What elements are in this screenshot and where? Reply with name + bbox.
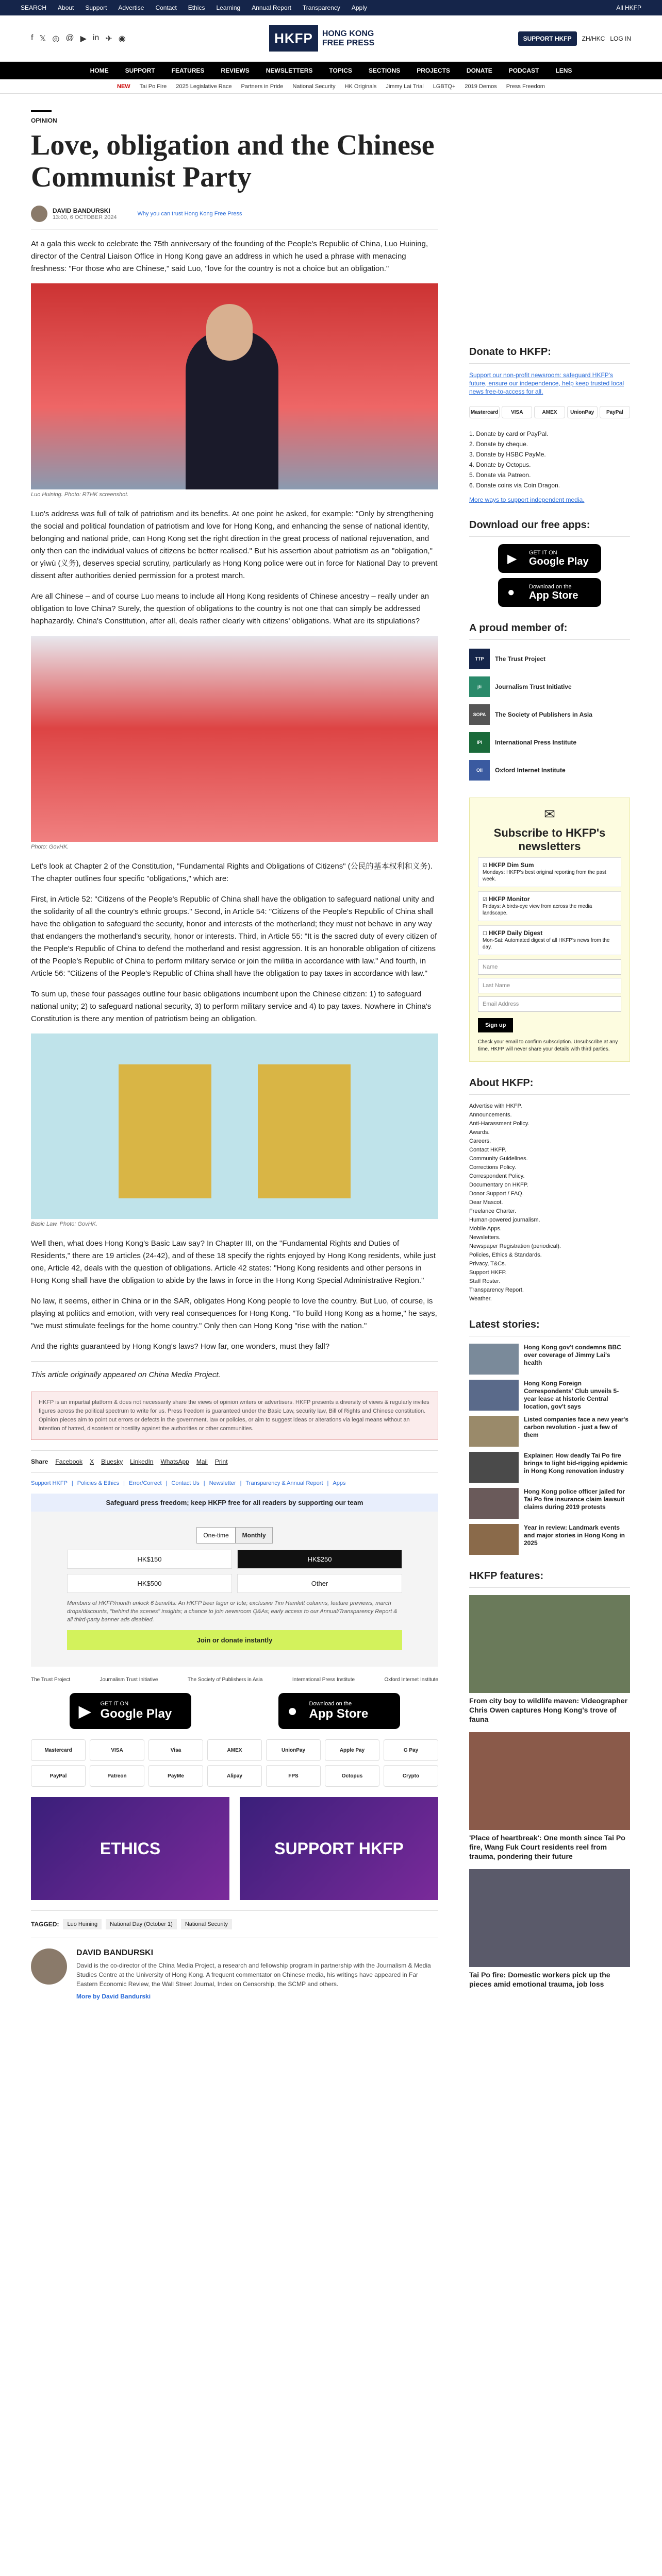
about-link[interactable]: Mobile Apps.: [469, 1226, 502, 1232]
app-store-buttons: [31, 1693, 438, 1729]
story-title: Listed companies face a new year's carbon revolution - just a few of them: [524, 1416, 628, 1438]
logo-line-1: HONG KONG: [322, 29, 374, 38]
share-print[interactable]: Print: [214, 1458, 228, 1465]
member-name: Oxford Internet Institute: [495, 767, 566, 774]
feature-image: [469, 1732, 630, 1830]
topbar-support[interactable]: Support: [85, 4, 107, 11]
about-link[interactable]: Human-powered journalism.: [469, 1217, 540, 1223]
tag[interactable]: National Security: [181, 1919, 232, 1929]
link-policies[interactable]: Policies & Ethics: [77, 1480, 120, 1486]
link-transparency[interactable]: Transparency & Annual Report: [245, 1480, 323, 1486]
member-logo[interactable]: [469, 731, 630, 754]
donate-step[interactable]: 2. Donate by cheque.: [469, 440, 528, 448]
about-link[interactable]: Newsletters.: [469, 1234, 501, 1241]
envelope-icon: ✉: [544, 806, 555, 822]
donate-button[interactable]: Join or donate instantly: [67, 1630, 402, 1650]
article-image-ceremony: [31, 636, 438, 842]
image-caption: Basic Law. Photo: GovHK.: [31, 1221, 98, 1227]
author-bio: David is the co-director of the China Media Project, a research and fellowship program in partnership with the Journalism & Media Studies Centre at the University of Hong Kong. A frequent commentator on Chinese media, his writings have appeared in Far Eastern Economic Review, the Wall Street Journal, Index on Censorship, the SCMP and others.: [76, 1962, 431, 1988]
jti-logo[interactable]: Journalism Trust Initiative: [100, 1677, 158, 1683]
google-play-icon: ▶: [507, 552, 517, 566]
about-link[interactable]: Freelance Charter.: [469, 1208, 517, 1214]
donate-banner[interactable]: Safeguard press freedom; keep HKFP free for all readers by supporting our team: [31, 1494, 438, 1512]
paragraph: Are all Chinese – and of course Luo means to include all Hong Kong residents of Chinese ancestry – really under an obligation to love China? Surely, the question of obligations to the country is not one that can simply be addressed haphazardly. China's Constitution, after all, deals rather clearly with citizens' obligations. What are its stipulations?: [31, 592, 429, 625]
app-store-button[interactable]: [498, 578, 601, 607]
page-main: [0, 94, 662, 2011]
author-avatar[interactable]: [31, 1948, 67, 1985]
feature-story[interactable]: [469, 1732, 630, 1861]
footer-links: Support HKFP | Policies & Ethics | Error/Correct | Contact Us | Newsletter | Transparency & Annual Report | Apps: [31, 1480, 346, 1486]
payment-icon[interactable]: AMEX: [207, 1739, 262, 1761]
share-whatsapp[interactable]: WhatsApp: [160, 1458, 189, 1465]
paragraph: Well then, what does Hong Kong's Basic Law say? In Chapter III, on the "Fundamental Rights and Duties of Residents," there are 19 articles (24-42), and of these 18 specify the rights enjoyed by Hong Kong residents, while just one, Article 42, deals with the question of obligations. Article 42 states: "Hong Kong residents and other persons in Hong Kong shall have the obligation to abide by the laws in force in the Hong Kong Special Administrative Region.": [31, 1239, 436, 1285]
author-box: [31, 1938, 438, 2011]
link-newsletter[interactable]: Newsletter: [209, 1480, 236, 1486]
logo-text: [322, 29, 374, 48]
author-details: [76, 1948, 438, 2001]
about-link[interactable]: Careers.: [469, 1138, 491, 1144]
nav-sections[interactable]: SECTIONS: [368, 67, 401, 74]
store-big: App Store: [529, 589, 578, 601]
publish-date: 13:00, 6 OCTOBER 2024: [53, 214, 117, 221]
trust-logos: [31, 1677, 438, 1683]
tag[interactable]: National Day (October 1): [106, 1919, 177, 1929]
ticker-item[interactable]: Tai Po Fire: [139, 83, 167, 90]
member-name: The Society of Publishers in Asia: [495, 711, 592, 718]
article-image-basic-law: [31, 1033, 438, 1219]
paragraph: At a gala this week to celebrate the 75th anniversary of the founding of the People's Republic of China, Luo Huining, director of the Central Liaison Office in Hong Kong gave an address in which he used a phrase with menacing freshness: "For those who are Chinese," said Luo, "love for the country is not a choice but an obligation.": [31, 240, 428, 273]
nav-features[interactable]: FEATURES: [171, 67, 205, 74]
about-link[interactable]: Corrections Policy.: [469, 1164, 516, 1171]
about-link[interactable]: Dear Mascot.: [469, 1199, 503, 1206]
latest-title: Latest stories:: [469, 1319, 630, 1336]
byline-text: [53, 207, 117, 221]
story-thumbnail: [469, 1416, 519, 1447]
about-link[interactable]: Policies, Ethics & Standards.: [469, 1252, 542, 1258]
paragraph: No law, it seems, either in China or in the SAR, obligates Hong Kong people to love the country. But Luo, of course, is playing at politics and emotion, with very real consequences for Hong Kong. "To build Hong Kong as a home," he says, "we must stimulate feelings for the home country." Only then can Hong Kong "rise with the nation.": [31, 1297, 437, 1330]
paragraph: To sum up, these four passages outline four basic obligations incumbent upon the Chinese citizen: 1) to safeguard national unity; 2) to safeguard national security, 3) to perform military service and 4) to pay taxes. Nowhere in China's Constitution is there any mention of patriotism being an obligation.: [31, 990, 432, 1023]
story-thumbnail: [469, 1524, 519, 1555]
story-thumbnail: [469, 1344, 519, 1375]
google-play-button[interactable]: [498, 544, 601, 573]
feature-story[interactable]: [469, 1869, 630, 1989]
about-link[interactable]: Correspondent Policy.: [469, 1173, 525, 1179]
about-link[interactable]: Privacy, T&Cs.: [469, 1261, 506, 1267]
logo-mark: HKFP: [269, 25, 318, 52]
topbar-search[interactable]: SEARCH: [21, 4, 47, 11]
amount-option-selected[interactable]: HK$250: [237, 1550, 402, 1569]
donate-step[interactable]: 6. Donate coins via Coin Dragon.: [469, 482, 560, 489]
story-title: Hong Kong gov't condemns BBC over coverage of Jimmy Lai's health: [524, 1344, 621, 1366]
ethics-banner[interactable]: ETHICS: [31, 1797, 229, 1900]
oxford-icon: OII: [469, 760, 490, 781]
payment-icon[interactable]: PayMe: [148, 1765, 203, 1787]
main-nav: [0, 62, 662, 79]
about-link[interactable]: Community Guidelines.: [469, 1156, 528, 1162]
share-mail[interactable]: Mail: [196, 1458, 208, 1465]
about-link[interactable]: Donor Support / FAQ.: [469, 1191, 524, 1197]
promo-banners: [31, 1797, 438, 1900]
store-big: Google Play: [529, 555, 589, 567]
ticker-item[interactable]: National Security: [292, 83, 336, 90]
topbar-ethics[interactable]: Ethics: [188, 4, 205, 11]
ticker-item[interactable]: Jimmy Lai Trial: [386, 83, 424, 90]
sidebar-payment-icons: [469, 406, 630, 418]
store-big: App Store: [309, 1707, 369, 1721]
member-logo[interactable]: [469, 703, 630, 726]
payment-icon[interactable]: Visa: [148, 1739, 203, 1761]
story-title: Year in review: Landmark events and major stories in Hong Kong in 2025: [524, 1524, 625, 1547]
topbar-about[interactable]: About: [58, 4, 74, 11]
donate-steps: [469, 429, 630, 490]
about-link[interactable]: Support HKFP.: [469, 1269, 507, 1276]
feature-title: 'Place of heartbreak': One month since Tai Po fire, Wang Fuk Court residents reel from trauma, pondering their future: [469, 1834, 625, 1860]
story-thumbnail: [469, 1488, 519, 1519]
book-cover-left: [119, 1064, 211, 1198]
site-logo[interactable]: [269, 25, 374, 52]
nav-projects[interactable]: PROJECTS: [417, 67, 450, 74]
payment-icon: AMEX: [534, 406, 565, 418]
article-image-luo: [31, 283, 438, 489]
payment-icon: UnionPay: [567, 406, 598, 418]
share-bluesky[interactable]: Bluesky: [101, 1458, 123, 1465]
latest-story[interactable]: [469, 1452, 630, 1483]
topbar-annual-report[interactable]: Annual Report: [252, 4, 291, 11]
latest-story[interactable]: [469, 1416, 630, 1447]
latest-story[interactable]: [469, 1524, 630, 1555]
payment-icon[interactable]: Patreon: [90, 1765, 144, 1787]
payment-icon: PayPal: [600, 406, 630, 418]
payment-icon[interactable]: UnionPay: [266, 1739, 321, 1761]
payment-methods: [31, 1739, 438, 1787]
story-thumbnail: [469, 1452, 519, 1483]
link-support[interactable]: Support HKFP: [31, 1480, 68, 1486]
origin-note: This article originally appeared on China Media Project.: [31, 1361, 438, 1381]
newsletter-option[interactable]: ☑ HKFP Monitor Fridays: A birds-eye view from across the media landscape.: [478, 891, 621, 921]
newsletter-name: HKFP Dim Sum: [488, 861, 534, 869]
topbar-learning[interactable]: Learning: [216, 4, 241, 11]
impartiality-notice: HKFP is an impartial platform & does not necessarily share the views of opinion writers or advertisers. HKFP presents a diversity of views & regularly invites figures across the political spectrum to write for us. Press freedom is guaranteed under the Basic Law, security law, Bill of Rights and Chinese constitution. Opinion pieces aim to point out errors or defects in the government, law or policies, or aim to suggest ideas or alterations via legal means without an intention of hatred, discontent or hostility against the authorities or other communities.: [31, 1392, 438, 1440]
payment-icon[interactable]: Mastercard: [31, 1739, 86, 1761]
last-name-input[interactable]: Last Name: [478, 978, 621, 993]
article-title: Love, obligation and the Chinese Communist Party: [31, 129, 435, 193]
sopa-icon: SOPA: [469, 704, 490, 725]
nav-reviews[interactable]: REVIEWS: [221, 67, 250, 74]
ticker-item[interactable]: LGBTQ+: [433, 83, 456, 90]
image-caption: Photo: GovHK.: [31, 844, 69, 850]
nav-support[interactable]: SUPPORT: [125, 67, 155, 74]
ipi-icon: IPI: [469, 732, 490, 753]
linkedin-icon[interactable]: in: [92, 33, 100, 42]
feature-image: [469, 1595, 630, 1693]
ticker-item[interactable]: HK Originals: [344, 83, 377, 90]
member-name: Journalism Trust Initiative: [495, 683, 572, 690]
author-box-name[interactable]: DAVID BANDURSKI: [76, 1948, 154, 1957]
donate-step[interactable]: 3. Donate by HSBC PayMe.: [469, 451, 546, 458]
story-title: Hong Kong Foreign Correspondents' Club unveils 5-year lease at historic Central location, gov't says: [524, 1380, 619, 1410]
share-linkedin[interactable]: LinkedIn: [130, 1458, 154, 1465]
about-link[interactable]: Contact HKFP.: [469, 1147, 506, 1153]
speaker-head: [206, 304, 253, 361]
support-hkfp-button[interactable]: SUPPORT HKFP: [518, 31, 577, 46]
newsletter-note: Check your email to confirm subscription. Unsubscribe at any time. HKFP will never share your details with third parties.: [478, 1039, 618, 1052]
nav-lens[interactable]: LENS: [555, 67, 572, 74]
facebook-icon[interactable]: f: [31, 33, 34, 42]
about-link[interactable]: Weather.: [469, 1296, 492, 1302]
book-cover-right: [258, 1064, 351, 1198]
monthly-option[interactable]: Monthly: [236, 1527, 273, 1544]
store-small: GET IT ON: [100, 1701, 129, 1707]
member-logo[interactable]: [469, 675, 630, 699]
payment-icon[interactable]: PayPal: [31, 1765, 86, 1787]
telegram-icon[interactable]: ✈: [105, 34, 112, 43]
member-logo[interactable]: [469, 647, 630, 671]
amount-option[interactable]: HK$500: [67, 1574, 232, 1593]
nav-topics[interactable]: TOPICS: [329, 67, 352, 74]
topic-ticker: [0, 79, 662, 94]
latest-story[interactable]: [469, 1344, 630, 1375]
donate-step[interactable]: 1. Donate by card or PayPal.: [469, 430, 549, 437]
store-small: Download on the: [309, 1701, 352, 1707]
paragraph: And the rights guaranteed by Hong Kong's laws? How far, one wonders, must they fall?: [31, 1342, 330, 1351]
topbar-transparency[interactable]: Transparency: [302, 4, 340, 11]
trust-project-logo[interactable]: The Trust Project: [31, 1677, 71, 1683]
topbar-advertise[interactable]: Advertise: [118, 4, 144, 11]
author-name[interactable]: DAVID BANDURSKI: [53, 207, 110, 214]
about-link[interactable]: Anti-Harassment Policy.: [469, 1121, 529, 1127]
donate-title: Donate to HKFP:: [469, 346, 630, 364]
share-label: Share: [31, 1458, 48, 1465]
image-caption: Luo Huining. Photo: RTHK screenshot.: [31, 492, 129, 498]
tag[interactable]: Luo Huining: [63, 1919, 102, 1929]
newsletter-name: HKFP Monitor: [488, 895, 530, 903]
story-title: Hong Kong police officer jailed for Tai Po fire insurance claim lawsuit claims during 2019 protests: [524, 1488, 625, 1511]
store-big: Google Play: [100, 1707, 172, 1721]
oxford-logo[interactable]: Oxford Internet Institute: [384, 1677, 438, 1683]
ipi-logo[interactable]: International Press Institute: [292, 1677, 355, 1683]
member-logo[interactable]: [469, 758, 630, 782]
language-switch[interactable]: ZH/HKC: [582, 35, 605, 42]
ticker-label: NEW: [117, 83, 130, 90]
header-actions: [518, 31, 631, 46]
newsletter-name: HKFP Daily Digest: [488, 929, 543, 937]
paragraph: Let's look at Chapter 2 of the Constitution, "Fundamental Rights and Obligations of Citizens" (公民的基本权利和义务). The chapter outlines four specific "obligations," which are:: [31, 862, 433, 883]
feature-image: [469, 1869, 630, 1967]
nav-podcast[interactable]: PODCAST: [508, 67, 539, 74]
newsletter-desc: Mon-Sat: Automated digest of all HKFP's news from the day.: [483, 938, 610, 950]
payment-icon[interactable]: Crypto: [384, 1765, 438, 1787]
newsletter-option[interactable]: ☐ HKFP Daily Digest Mon-Sat: Automated digest of all HKFP's news from the day.: [478, 925, 621, 955]
tags-label: TAGGED:: [31, 1921, 59, 1928]
frequency-toggle: [67, 1527, 402, 1544]
ticker-item[interactable]: Press Freedom: [506, 83, 545, 90]
payment-icon[interactable]: FPS: [266, 1765, 321, 1787]
amount-options: [67, 1550, 402, 1593]
paragraph: First, in Article 52: "Citizens of the People's Republic of China shall have the obligation to safeguard national unity and the solidarity of all the country's ethnic groups." Second, in Article 54: "Citizens of the People's Republic of China shall have the obligation to safeguard the security, honor and interests of the motherland; they must not behave in any way that endangers the motherland's security, honor or interests. Third, in Article 55: "It is the sacred duty of every citizen of the People's Republic of China to defend the motherland and resist aggression. It is an honorable obligation of citizens of the People's Republic of China to perform military service or join the militia in accordance with law." And fourth, in Article 56: "Citizens of the People's Republic of China shall have the obligation to pay taxes in accordance with law.": [31, 895, 437, 978]
about-link[interactable]: Staff Roster.: [469, 1278, 501, 1284]
amount-option-other[interactable]: Other: [237, 1574, 402, 1593]
store-small: GET IT ON: [529, 549, 557, 556]
about-title: About HKFP:: [469, 1077, 630, 1095]
sopa-logo[interactable]: The Society of Publishers in Asia: [187, 1677, 263, 1683]
article-column: [31, 94, 438, 2011]
topbar-right[interactable]: All HKFP: [616, 4, 641, 11]
nav-home[interactable]: HOME: [90, 67, 109, 74]
member-name: International Press Institute: [495, 739, 577, 746]
nav-donate[interactable]: DONATE: [466, 67, 492, 74]
link-contact[interactable]: Contact Us: [171, 1480, 200, 1486]
jti-icon: jti: [469, 676, 490, 697]
payment-icon[interactable]: Apple Pay: [325, 1739, 379, 1761]
threads-icon[interactable]: @: [65, 33, 74, 42]
x-icon[interactable]: 𝕏: [39, 34, 46, 43]
topbar-apply[interactable]: Apply: [351, 4, 367, 11]
share-facebook[interactable]: Facebook: [55, 1458, 83, 1465]
ticker-item[interactable]: 2025 Legislative Race: [176, 83, 232, 90]
apple-icon: ●: [507, 585, 515, 599]
byline: [31, 206, 438, 230]
newsletter-box: [469, 798, 630, 1062]
google-play-button[interactable]: [70, 1693, 191, 1729]
email-input[interactable]: Email Address: [478, 996, 621, 1012]
rss-icon[interactable]: ◉: [118, 34, 126, 43]
newsletter-title: Subscribe to HKFP's newsletters: [493, 826, 606, 853]
member-name: The Trust Project: [495, 655, 546, 663]
one-time-option[interactable]: One-time: [196, 1527, 235, 1544]
ticker-item[interactable]: Partners in Pride: [241, 83, 284, 90]
about-link[interactable]: Advertise with HKFP.: [469, 1103, 522, 1109]
paragraph: Luo's address was full of talk of patriotism and its benefits. At one point he asked, for example: "Only by strengthening the social and political foundation of patriotism and love for Hong Kong, and enhancing the sense of national identity, belonging and national pride, can Hong Kong set the right direction in the great process of national rejuvenation, and only then can the individual values of citizens be better realised." But his assertion about patriotism as an "obligation," or yìwù (义务), deserves special scrutiny, particularly as Hong Kong police were out in force for National Day to prevent dissent after authorities denied permission for a protest march.: [31, 510, 438, 580]
payment-icon[interactable]: VISA: [90, 1739, 144, 1761]
section-label[interactable]: OPINION: [31, 110, 52, 124]
donate-step[interactable]: 4. Donate by Octopus.: [469, 461, 531, 468]
donate-step[interactable]: 5. Donate via Patreon.: [469, 471, 531, 479]
article-tags: [31, 1910, 438, 1938]
newsletter-option[interactable]: ☑ HKFP Dim Sum Mondays: HKFP's best original reporting from the past week.: [478, 857, 621, 887]
story-title: Explainer: How deadly Tai Po fire brings to light bid-rigging epidemic in Hong Kong renovation industry: [524, 1452, 628, 1475]
more-ways-link[interactable]: More ways to support independent media.: [469, 496, 585, 503]
amount-option[interactable]: HK$150: [67, 1550, 232, 1569]
newsletter-desc: Fridays: A birds-eye view from across the media landscape.: [483, 904, 592, 916]
about-link[interactable]: Awards.: [469, 1129, 490, 1136]
about-link[interactable]: Announcements.: [469, 1112, 512, 1118]
topbar-contact[interactable]: Contact: [155, 4, 177, 11]
about-link[interactable]: Newspaper Registration (periodical).: [469, 1243, 561, 1249]
more-by-author-link[interactable]: More by David Bandurski: [76, 1993, 151, 2000]
latest-story[interactable]: [469, 1380, 630, 1411]
top-bar: [0, 0, 662, 15]
support-banner[interactable]: SUPPORT HKFP: [240, 1797, 438, 1900]
name-input[interactable]: Name: [478, 959, 621, 975]
latest-story[interactable]: [469, 1488, 630, 1519]
payment-icon[interactable]: Octopus: [325, 1765, 379, 1787]
apps-title: Download our free apps:: [469, 519, 630, 537]
app-store-button[interactable]: [278, 1693, 400, 1729]
share-x[interactable]: X: [90, 1458, 94, 1465]
about-list: [469, 1102, 630, 1303]
member-title: A proud member of:: [469, 622, 630, 640]
apple-icon: ●: [287, 1701, 297, 1720]
donate-intro[interactable]: Support our non-profit newsroom: safeguard HKFP's future, ensure our independence, help keep trusted local news free-to-access for all.: [469, 371, 624, 395]
nav-newsletters[interactable]: NEWSLETTERS: [266, 67, 313, 74]
about-link[interactable]: Transparency Report.: [469, 1287, 524, 1293]
payment-icon: Mastercard: [469, 406, 500, 418]
login-link[interactable]: LOG IN: [610, 35, 631, 42]
site-header: [0, 15, 662, 62]
payment-icon: VISA: [502, 406, 532, 418]
features-title: HKFP features:: [469, 1570, 630, 1588]
about-link[interactable]: Documentary on HKFP.: [469, 1182, 528, 1188]
author-avatar[interactable]: [31, 206, 47, 222]
share-bar: [31, 1450, 438, 1473]
feature-title: From city boy to wildlife maven: Videographer Chris Owen captures Hong Kong's trove of fauna: [469, 1697, 628, 1723]
newsletter-desc: Mondays: HKFP's best original reporting from the past week.: [483, 870, 606, 882]
member-benefits: Members of HKFP/month unlock 6 benefits: An HKFP beer lager or tote; exclusive Tim Hamlett columns, feature previews, march drops/discounts, "behind the scenes" insights; a chance to join newsroom Q&As; early access to our Annual/Transparency Report & all third-party banner ads disabled.: [67, 1600, 398, 1623]
link-apps[interactable]: Apps: [333, 1480, 346, 1486]
signup-button[interactable]: Sign up: [478, 1018, 513, 1032]
story-thumbnail: [469, 1380, 519, 1411]
feature-title: Tai Po fire: Domestic workers pick up the pieces amid emotional trauma, job loss: [469, 1971, 610, 1988]
instagram-icon[interactable]: ◎: [52, 34, 60, 43]
sidebar: [469, 94, 630, 2011]
payment-icon[interactable]: Alipay: [207, 1765, 262, 1787]
google-play-icon: ▶: [78, 1702, 92, 1720]
link-error[interactable]: Error/Correct: [128, 1480, 162, 1486]
trust-project-icon: TTP: [469, 649, 490, 669]
store-small: Download on the: [529, 583, 572, 590]
trust-link[interactable]: Why you can trust Hong Kong Free Press: [137, 211, 242, 217]
youtube-icon[interactable]: ▶: [80, 34, 87, 43]
payment-icon[interactable]: G Pay: [384, 1739, 438, 1761]
social-icons: [31, 33, 126, 44]
feature-story[interactable]: [469, 1595, 630, 1724]
ticker-item[interactable]: 2019 Demos: [465, 83, 497, 90]
logo-line-2: FREE PRESS: [322, 38, 375, 47]
donate-widget: [31, 1512, 438, 1667]
